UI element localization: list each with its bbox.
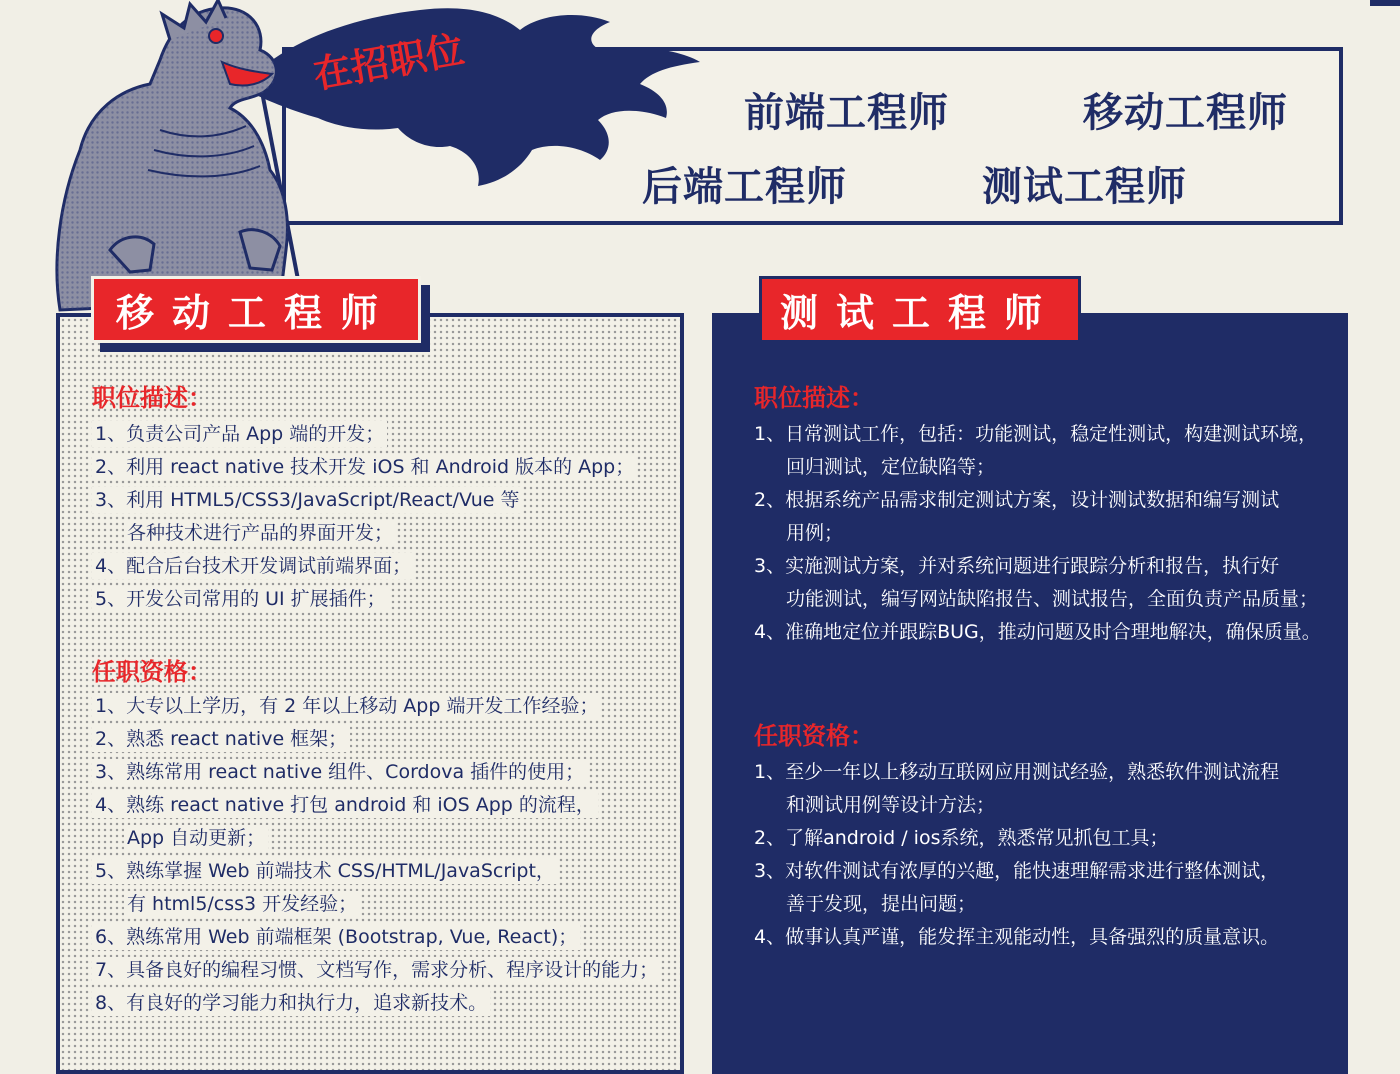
mobile-engineer-title: 移动工程师 — [91, 276, 421, 343]
list-item — [92, 451, 637, 484]
list-item-text: 3、对软件测试有浓厚的兴趣，能快速理解需求进行整体测试， — [754, 860, 1280, 882]
testing-engineer-title: 测试工程师 — [759, 276, 1081, 343]
list-item-text: 4、配合后台技术开发调试前端界面； — [92, 553, 414, 579]
list-item-text: 1、日常测试工作，包括：功能测试，稳定性测试，构建测试环境， — [754, 423, 1318, 445]
list-item — [92, 583, 637, 616]
list-item — [754, 484, 1321, 550]
list-item-continuation: 功能测试，编写网站缺陷报告、测试报告，全面负责产品质量； — [786, 588, 1319, 610]
list-item-continuation: 回归测试，定位缺陷等； — [786, 456, 996, 478]
mobile-req-list — [92, 690, 661, 1020]
list-item-text: 3、利用 HTML5/CSS3/JavaScript/React/Vue 等 — [92, 487, 522, 513]
list-item-text: 5、开发公司常用的 UI 扩展插件； — [92, 586, 389, 612]
list-item — [92, 690, 661, 723]
list-item-text: 3、熟练常用 react native 组件、Cordova 插件的使用； — [92, 759, 587, 785]
list-item-text: 2、利用 react native 技术开发 iOS 和 Android 版本的 App； — [92, 454, 637, 480]
list-item — [754, 756, 1279, 822]
list-item — [754, 418, 1321, 484]
list-item — [92, 723, 661, 756]
list-item-text: 8、有良好的学习能力和执行力，追求新技术。 — [92, 990, 490, 1016]
list-item — [92, 484, 637, 550]
position-frontend: 前端工程师 — [744, 90, 949, 136]
list-item-text: 4、熟练 react native 打包 android 和 iOS App 的流程， — [92, 792, 598, 818]
list-item — [754, 855, 1279, 921]
position-mobile: 移动工程师 — [1083, 90, 1288, 136]
testing-desc-heading: 职位描述： — [754, 384, 874, 412]
list-item-text: 3、实施测试方案，并对系统问题进行跟踪分析和报告，执行好 — [754, 555, 1280, 577]
list-item-text: 2、熟悉 react native 框架； — [92, 726, 350, 752]
list-item-continuation: 有 html5/css3 开发经验； — [124, 891, 360, 917]
list-item — [92, 987, 661, 1020]
list-item-text: 4、做事认真严谨，能发挥主观能动性，具备强烈的质量意识。 — [754, 926, 1280, 948]
list-item-text: 2、了解android / ios系统，熟悉常见抓包工具； — [754, 827, 1169, 849]
list-item-text: 4、准确地定位并跟踪BUG，推动问题及时合理地解决，确保质量。 — [754, 621, 1321, 643]
list-item — [754, 822, 1279, 855]
list-item — [754, 550, 1321, 616]
list-item-continuation: 各种技术进行产品的界面开发； — [124, 520, 396, 546]
list-item — [92, 789, 661, 855]
position-testing: 测试工程师 — [982, 164, 1187, 210]
list-item-text: 7、具备良好的编程习惯、文档写作，需求分析、程序设计的能力； — [92, 957, 661, 983]
mobile-desc-heading: 职位描述： — [92, 384, 212, 412]
list-item — [92, 954, 661, 987]
list-item — [92, 855, 661, 921]
list-item-text: 1、负责公司产品 App 端的开发； — [92, 421, 387, 447]
top-stripe — [1370, 0, 1400, 6]
list-item-continuation: 用例； — [786, 522, 844, 544]
list-item — [754, 921, 1279, 954]
list-item-continuation: App 自动更新； — [124, 825, 268, 851]
list-item — [754, 616, 1321, 649]
list-item — [92, 550, 637, 583]
mobile-req-heading: 任职资格： — [92, 658, 212, 686]
flag-label: 在招职位 — [310, 27, 468, 98]
list-item-continuation: 和测试用例等设计方法； — [786, 794, 996, 816]
testing-req-list — [754, 756, 1279, 954]
testing-desc-list — [754, 418, 1321, 649]
list-item-text: 1、至少一年以上移动互联网应用测试经验，熟悉软件测试流程 — [754, 761, 1280, 783]
list-item-continuation: 善于发现，提出问题； — [786, 893, 977, 915]
list-item-text: 1、大专以上学历，有 2 年以上移动 App 端开发工作经验； — [92, 693, 601, 719]
position-backend: 后端工程师 — [642, 164, 847, 210]
list-item-text: 2、根据系统产品需求制定测试方案，设计测试数据和编写测试 — [754, 489, 1280, 511]
list-item — [92, 921, 661, 954]
list-item — [92, 756, 661, 789]
mobile-desc-list — [92, 418, 637, 616]
list-item-text: 6、熟练常用 Web 前端框架 (Bootstrap, Vue, React)； — [92, 924, 580, 950]
testing-req-heading: 任职资格： — [754, 722, 874, 750]
list-item — [92, 418, 637, 451]
list-item-text: 5、熟练掌握 Web 前端技术 CSS/HTML/JavaScript， — [92, 858, 558, 884]
